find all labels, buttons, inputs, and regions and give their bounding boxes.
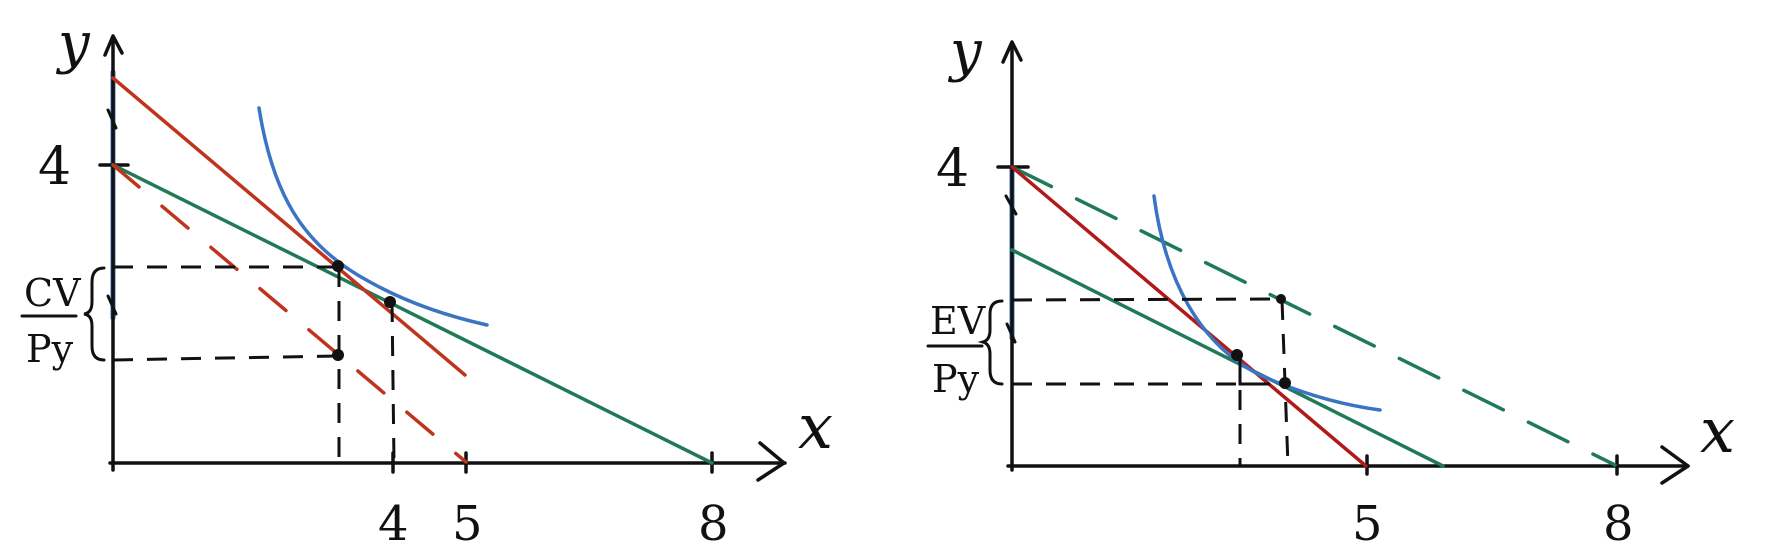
left-panel — [22, 11, 833, 552]
left-guide-v-2 — [392, 302, 394, 463]
right-panel — [928, 19, 1735, 552]
left-point-original — [384, 296, 396, 308]
right-indifference-curve — [1154, 196, 1380, 410]
left-measure-denominator: Py — [26, 327, 74, 371]
right-y-axis-label: y — [950, 19, 982, 84]
right-y-tick-label-4: 4 — [936, 139, 970, 199]
left-x-axis-label: x — [798, 390, 833, 463]
left-measure-numerator: CV — [24, 271, 81, 315]
right-x-axis-label: x — [1700, 394, 1735, 467]
left-y-axis-label: y — [58, 11, 90, 76]
left-y-tick-label-4: 4 — [38, 137, 72, 197]
right-point-dashed — [1276, 294, 1286, 304]
right-x-tick-label-8: 8 — [1603, 496, 1634, 552]
left-x-tick-label-5: 5 — [452, 496, 483, 552]
left-x-tick-label-4: 4 — [378, 496, 409, 552]
right-point-new — [1279, 377, 1291, 389]
left-guide-h-bottom — [113, 356, 338, 360]
right-red-budget-line — [1012, 167, 1366, 466]
right-measure-numerator: EV — [930, 299, 986, 343]
right-measure-denominator: Py — [932, 357, 980, 401]
left-point-compensated — [332, 260, 344, 272]
right-guide-h-top — [1012, 299, 1282, 300]
right-green-budget-line — [1012, 250, 1443, 466]
right-x-tick-label-5: 5 — [1352, 496, 1383, 552]
right-measure-brace — [983, 301, 1002, 384]
left-point-dashed — [332, 349, 344, 361]
right-point-original — [1231, 349, 1243, 361]
left-x-tick-label-8: 8 — [698, 496, 729, 552]
left-red-budget-line — [113, 78, 465, 375]
left-measure-brace — [84, 268, 104, 360]
